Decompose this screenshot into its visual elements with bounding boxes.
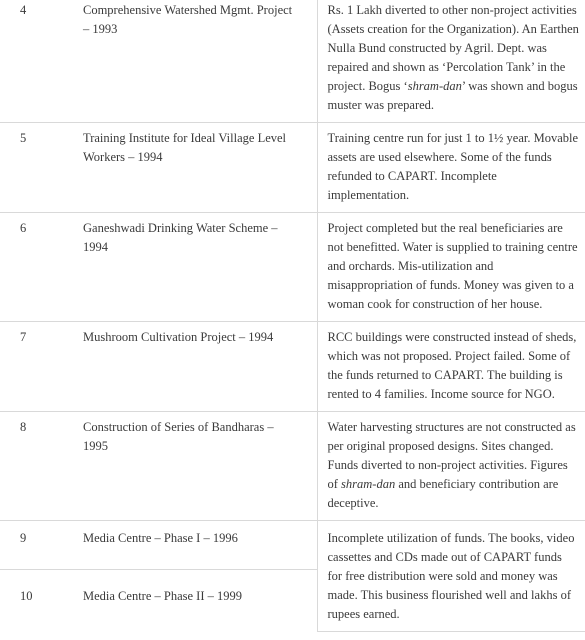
- project-description: RCC buildings were constructed instead of sheds, which was not proposed. Project failed. Some of the funds returned to CAPART. The building is rented to 4 families. Income source for NGO.: [317, 322, 585, 412]
- row-number: 8: [0, 412, 73, 521]
- row-number: 6: [0, 213, 73, 322]
- row-number: 5: [0, 123, 73, 213]
- project-name: Construction of Series of Bandharas – 1995: [73, 412, 317, 521]
- project-description: Rs. 1 Lakh diverted to other non-project activities (Assets creation for the Organization). An Earthen Nulla Bund constructed by Agril. Dept. was repaired and shown as ‘Percolation Tank’ in the project. Bogus ‘shram-dan’ was shown and bogus muster was prepared.: [317, 0, 585, 123]
- project-name: Ganeshwadi Drinking Water Scheme – 1994: [73, 213, 317, 322]
- project-description: Training centre run for just 1 to 1½ year. Movable assets are used elsewhere. Some of the funds refunded to CAPART. Incomplete implementation.: [317, 123, 585, 213]
- project-name: Media Centre – Phase I – 1996: [73, 521, 317, 570]
- project-name: Comprehensive Watershed Mgmt. Project – 1993: [73, 0, 317, 123]
- table-row: [0, 322, 585, 412]
- table-row: [0, 213, 585, 322]
- project-description: Project completed but the real beneficiaries are not benefitted. Water is supplied to training centre and orchards. Mis-utilization and misappropriation of funds. Money was given to a woman cook for construction of her house.: [317, 213, 585, 322]
- row-number: 7: [0, 322, 73, 412]
- row-number: 4: [0, 0, 73, 123]
- project-description: Water harvesting structures are not constructed as per original proposed designs. Sites changed. Funds diverted to non-project activities. Figures of shram-dan and beneficiary contribution are deceptive.: [317, 412, 585, 521]
- table-row: [0, 412, 585, 521]
- project-name: Training Institute for Ideal Village Level Workers – 1994: [73, 123, 317, 213]
- project-name: Mushroom Cultivation Project – 1994: [73, 322, 317, 412]
- project-name: Media Centre – Phase II – 1999: [83, 589, 242, 604]
- project-description: Incomplete utilization of funds. The books, video cassettes and CDs made out of CAPART funds for free distribution were sold and money was made. This business flourished well and lakhs of rupees earned.: [317, 521, 585, 632]
- table-row-9: [0, 521, 585, 570]
- row-number: 10: [20, 589, 33, 604]
- row-number: 9: [0, 521, 73, 570]
- table-row: [0, 123, 585, 213]
- table-row: [0, 0, 585, 123]
